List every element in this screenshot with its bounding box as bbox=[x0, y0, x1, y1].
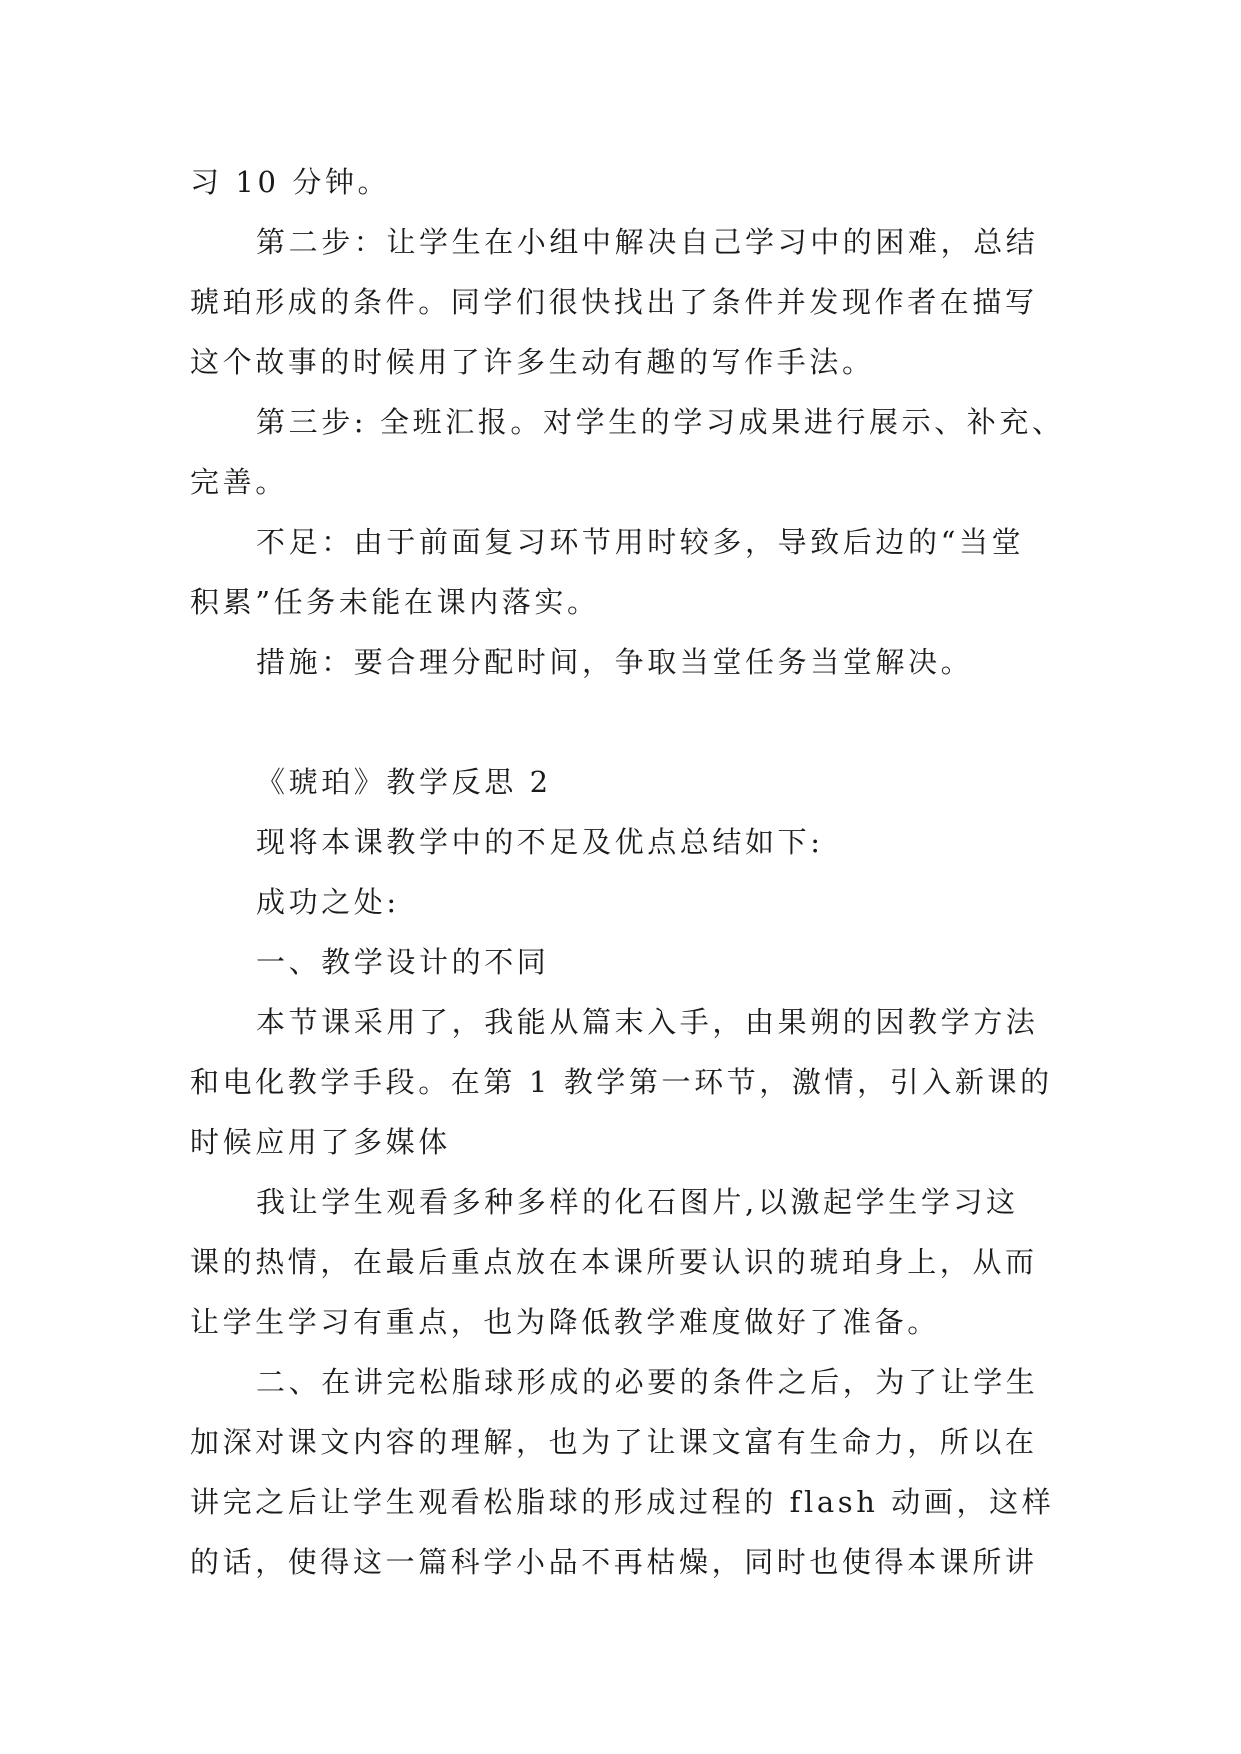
step3-paragraph-line: 第三步: 全班汇报。对学生的学习成果进行展示、补充、 bbox=[256, 405, 1065, 439]
paragraph1-line: 和电化教学手段。在第 1 教学第一环节，激情，引入新课的 bbox=[190, 1065, 1053, 1099]
shortfall-paragraph-line: 积累”任务未能在课内落实。 bbox=[190, 585, 600, 619]
document-body bbox=[190, 152, 1065, 1592]
success-heading: 成功之处: bbox=[256, 885, 400, 919]
step2-paragraph-line: 第二步：让学生在小组中解决自己学习中的困难，总结 bbox=[256, 225, 1039, 259]
paragraph2-line: 课的热情，在最后重点放在本课所要认识的琥珀身上，从而 bbox=[190, 1245, 1038, 1279]
paragraph1-line: 时候应用了多媒体 bbox=[190, 1125, 451, 1159]
paragraph2-line: 让学生学习有重点，也为降低教学难度做好了准备。 bbox=[190, 1305, 940, 1339]
paragraph3-line: 加深对课文内容的理解，也为了让课文富有生命力，所以在 bbox=[190, 1425, 1038, 1459]
text-line: 习 10 分钟。 bbox=[190, 165, 391, 199]
step2-paragraph-line: 琥珀形成的条件。同学们很快找出了条件并发现作者在描写 bbox=[190, 285, 1038, 319]
step3-paragraph-line: 完善。 bbox=[190, 465, 288, 499]
intro-line: 现将本课教学中的不足及优点总结如下: bbox=[256, 825, 824, 859]
paragraph3-line: 二、在讲完松脂球形成的必要的条件之后，为了让学生 bbox=[256, 1365, 1039, 1399]
paragraph3-line: 的话，使得这一篇科学小品不再枯燥，同时也使得本课所讲 bbox=[190, 1545, 1038, 1579]
measure-paragraph-line: 措施：要合理分配时间，争取当堂任务当堂解决。 bbox=[256, 645, 974, 679]
step2-paragraph-line: 这个故事的时候用了许多生动有趣的写作手法。 bbox=[190, 345, 875, 379]
paragraph1-line: 本节课采用了，我能从篇末入手，由果朔的因教学方法 bbox=[256, 1005, 1039, 1039]
section-spacer bbox=[190, 692, 1050, 752]
point1-heading: 一、教学设计的不同 bbox=[256, 945, 550, 979]
paragraph3-line: 讲完之后让学生观看松脂球的形成过程的 flash 动画，这样 bbox=[190, 1485, 1055, 1519]
paragraph2-line: 我让学生观看多种多样的化石图片,以激起学生学习这 bbox=[256, 1185, 1019, 1219]
section-title: 《琥珀》教学反思 2 bbox=[256, 765, 552, 799]
shortfall-paragraph-line: 不足：由于前面复习环节用时较多，导致后边的“当堂 bbox=[256, 525, 1025, 559]
